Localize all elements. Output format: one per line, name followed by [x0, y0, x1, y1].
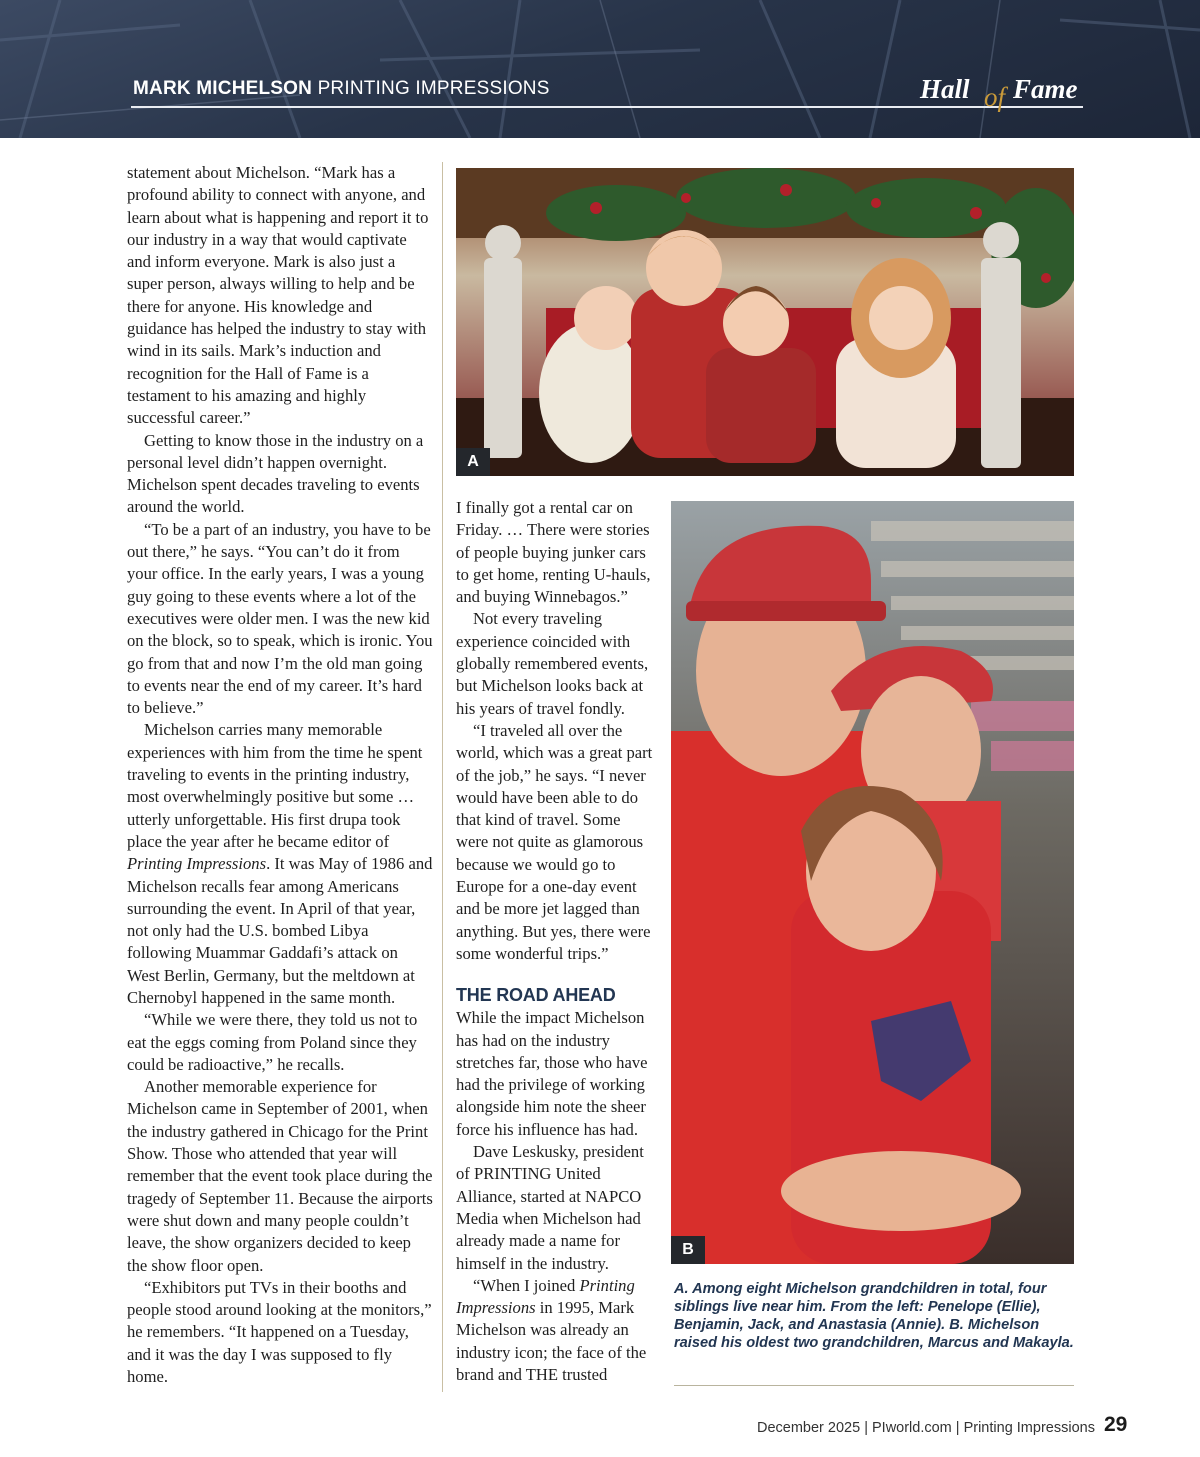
paragraph: “Exhibitors put TVs in their booths and people stood around looking at the monitors,” he remembers. “It happened on a Tuesday, and it was the day I was supposed to fly home. — [127, 1277, 432, 1387]
paragraph-text: Michelson carries many memorable experiences with him from the time he spent traveling to events in the printing industry, most overwhelmingly positive but some … utterly unforgettable. His first drupa took place the year after he became editor of — [127, 720, 423, 851]
paragraph: Getting to know those in the industry on a personal level didn’t happen overnight. Michelson spent decades traveling to events around the world. — [127, 430, 424, 517]
paragraph: “While we were there, they told us not to eat the eggs coming from Poland since they could be radioactive,” he recalls. — [127, 1010, 418, 1074]
paragraph-text: in 1995, Mark Michelson was already an industry icon; the face of the brand and THE trusted — [456, 1298, 647, 1384]
photo-b-label: B — [671, 1236, 705, 1264]
paragraph: Not every traveling experience coincided with globally remembered events, but Michelson looks back at his years of travel fondly. — [456, 609, 649, 718]
column-divider — [442, 162, 443, 1392]
paragraph: Dave Leskusky, president of PRINTING United Alliance, started at NAPCO Media when Michelson had already made a name for himself in the industry. — [456, 1142, 644, 1273]
paragraph: While the impact Michelson has had on the industry stretches far, those who have had the privilege of working alongside him note the sheer force his influence has had. — [456, 1008, 648, 1139]
photo-a-grandchildren — [456, 168, 1074, 476]
publication-name: Printing Impressions — [127, 854, 267, 874]
section-title-name: MARK MICHELSON — [133, 78, 313, 99]
caption-rule — [674, 1385, 1074, 1386]
paragraph — [127, 719, 433, 1009]
logo-word-hall: Hall — [920, 74, 970, 104]
logo-word-fame: Fame — [1013, 74, 1078, 104]
section-title-publication: PRINTING IMPRESSIONS — [317, 78, 550, 99]
paragraph: I finally got a rental car on Friday. … There were stories of people buying junker cars to get home, renting U-hauls, and buying Winnebagos.” — [456, 498, 651, 607]
photo-a-label: A — [456, 448, 490, 476]
paragraph: statement about Michelson. “Mark has a profound ability to connect with anyone, and learn about what is happening and report it to our industry in a way that would captivate and inform everyone. Mark is also just a super person, always willing to help and be there for anyone. His knowledge and guidance has helped the industry to stay with wind in its sails. Mark’s induction and recognition for the Hall of Fame is a testament to his amazing and highly successful career.” — [127, 163, 429, 428]
paragraph: “I traveled all over the world, which was a great part of the job,” he says. “I never would have been able to do that kind of travel. Some were not quite as glamorous because we would go to Europe for a one-day event and be more jet lagged than anything. But yes, there were some wonderful trips.” — [456, 720, 653, 963]
paragraph-text: “When I joined — [473, 1275, 576, 1295]
paragraph-text: . It was May of 1986 and Michelson recalls fear among Americans surrounding the event. In April of that year, not only had the U.S. bombed Libya following Muammar Gaddafi’s attack on West Berlin, Germany, but the meltdown at Chernobyl happened in the same month. — [127, 854, 433, 1007]
logo-word-of: of — [984, 82, 1006, 112]
paragraph: “To be a part of an industry, you have to be out there,” he says. “You can’t do it from your office. In the early years, I was a young guy going to these events where a lot of the executives were older men. I was the new kid on the block, so to speak, which is ironic. You go from that and now I’m the old man going to events near the end of my career. It’s hard to believe.” — [127, 519, 433, 718]
photo-caption: A. Among eight Michelson grandchildren in total, four siblings live near him. From the left: Penelope (Ellie), Benjamin, Jack, and Anastasia (Annie). B. Michelson raised his oldest two grandchildren, Marcus and Makayla. — [674, 1281, 1074, 1351]
paragraph — [456, 1275, 656, 1386]
photo-b-image — [671, 501, 1074, 1264]
section-heading: THE ROAD AHEAD — [456, 985, 616, 1006]
hall-of-fame-logo — [918, 66, 1088, 118]
photo-b-stadium — [671, 501, 1074, 1264]
header-banner — [0, 0, 1200, 138]
article-column-1 — [127, 162, 433, 1388]
paragraph: Another memorable experience for Michelson came in September of 2001, when the industry gathered in Chicago for the Print Show. Those who attended that year will remember that the event took place during the tragedy of September 11. Because the airports were shut down and many people couldn’t leave, the show organizers decided to keep the show floor open. — [127, 1077, 433, 1275]
article-column-2 — [456, 497, 656, 1386]
footer-text: December 2025 | PIworld.com | Printing Impressions — [757, 1420, 1095, 1436]
section-title — [133, 78, 550, 100]
publication-name: Printing Impressions — [456, 1275, 635, 1318]
photo-a-image — [456, 168, 1074, 476]
page-number: 29 — [1104, 1413, 1128, 1436]
